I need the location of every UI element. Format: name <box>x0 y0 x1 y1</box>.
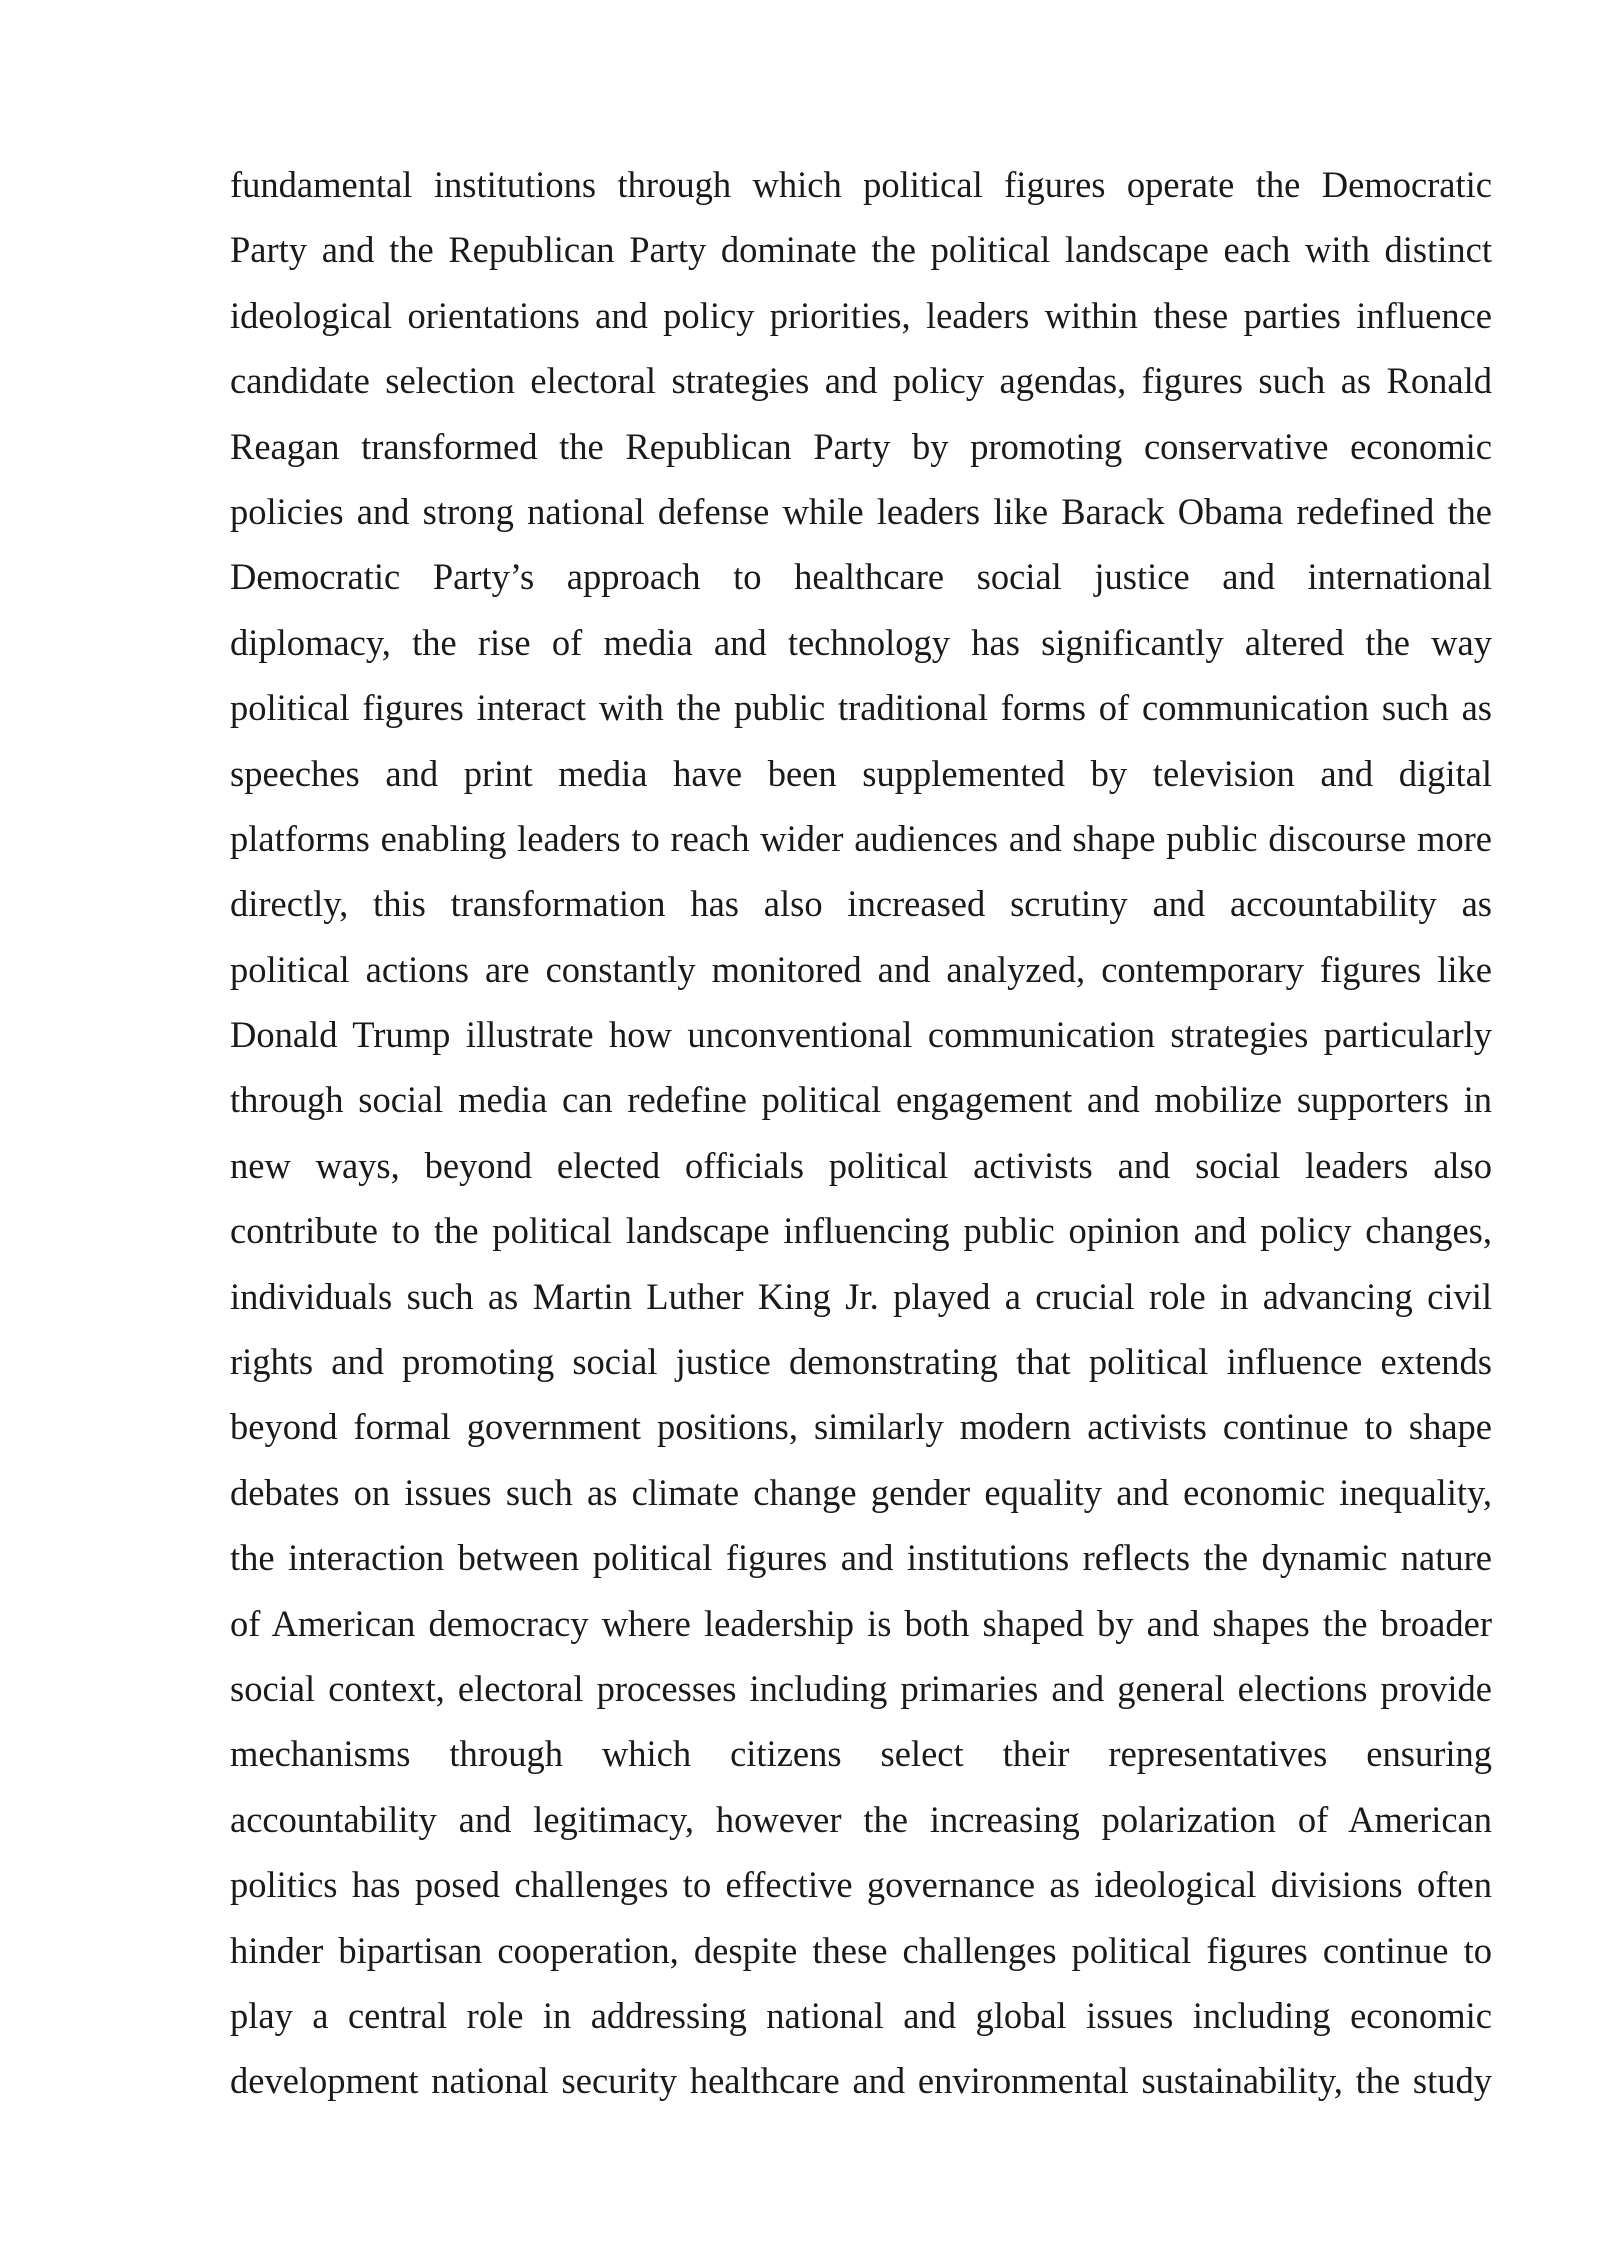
body-paragraph <box>230 152 1492 2114</box>
text-line: Reagan transformed the Republican Party by promoting conservative economic <box>230 425 1492 467</box>
text-line: of American democracy where leadership is both shaped by and shapes the broader <box>230 1602 1492 1644</box>
text-line: policies and strong national defense while leaders like Barack Obama redefined the <box>230 490 1492 532</box>
text-line: Party and the Republican Party dominate the political landscape each with distinct <box>230 229 1492 271</box>
text-line: development national security healthcare and environmental sustainability, the study <box>230 2060 1492 2102</box>
text-line: new ways, beyond elected officials political activists and social leaders also <box>230 1144 1492 1186</box>
text-line: contribute to the political landscape influencing public opinion and policy changes, <box>230 1210 1492 1252</box>
text-line: speeches and print media have been supplemented by television and digital <box>230 752 1492 794</box>
text-line: political figures interact with the public traditional forms of communication such as <box>230 687 1492 729</box>
text-line: through social media can redefine political engagement and mobilize supporters in <box>230 1079 1492 1121</box>
text-line: platforms enabling leaders to reach wider audiences and shape public discourse more <box>230 817 1492 859</box>
text-line: candidate selection electoral strategies and policy agendas, figures such as Ronald <box>230 360 1492 402</box>
text-line: beyond formal government positions, similarly modern activists continue to shape <box>230 1406 1492 1448</box>
text-line: diplomacy, the rise of media and technology has significantly altered the way <box>230 621 1492 663</box>
text-line: politics has posed challenges to effective governance as ideological divisions often <box>230 1864 1492 1906</box>
text-line: rights and promoting social justice demonstrating that political influence extends <box>230 1341 1492 1383</box>
text-line: directly, this transformation has also increased scrutiny and accountability as <box>230 883 1492 925</box>
text-line: debates on issues such as climate change gender equality and economic inequality, <box>230 1471 1492 1513</box>
text-line: mechanisms through which citizens select their representatives ensuring <box>230 1733 1492 1775</box>
text-line: social context, electoral processes including primaries and general elections provide <box>230 1667 1492 1709</box>
text-line: Donald Trump illustrate how unconventional communication strategies particularly <box>230 1014 1492 1056</box>
text-line: individuals such as Martin Luther King Jr. played a crucial role in advancing civil <box>230 1275 1492 1317</box>
text-line: play a central role in addressing national and global issues including economic <box>230 1994 1492 2036</box>
text-line: accountability and legitimacy, however the increasing polarization of American <box>230 1798 1492 1840</box>
text-line: Democratic Party’s approach to healthcare social justice and international <box>230 556 1492 598</box>
text-line: ideological orientations and policy priorities, leaders within these parties influence <box>230 294 1492 336</box>
text-line: the interaction between political figures and institutions reflects the dynamic nature <box>230 1537 1492 1579</box>
text-line: fundamental institutions through which political figures operate the Democratic <box>230 164 1492 205</box>
text-line: political actions are constantly monitored and analyzed, contemporary figures like <box>230 948 1492 990</box>
text-line: hinder bipartisan cooperation, despite these challenges political figures continue to <box>230 1929 1492 1971</box>
